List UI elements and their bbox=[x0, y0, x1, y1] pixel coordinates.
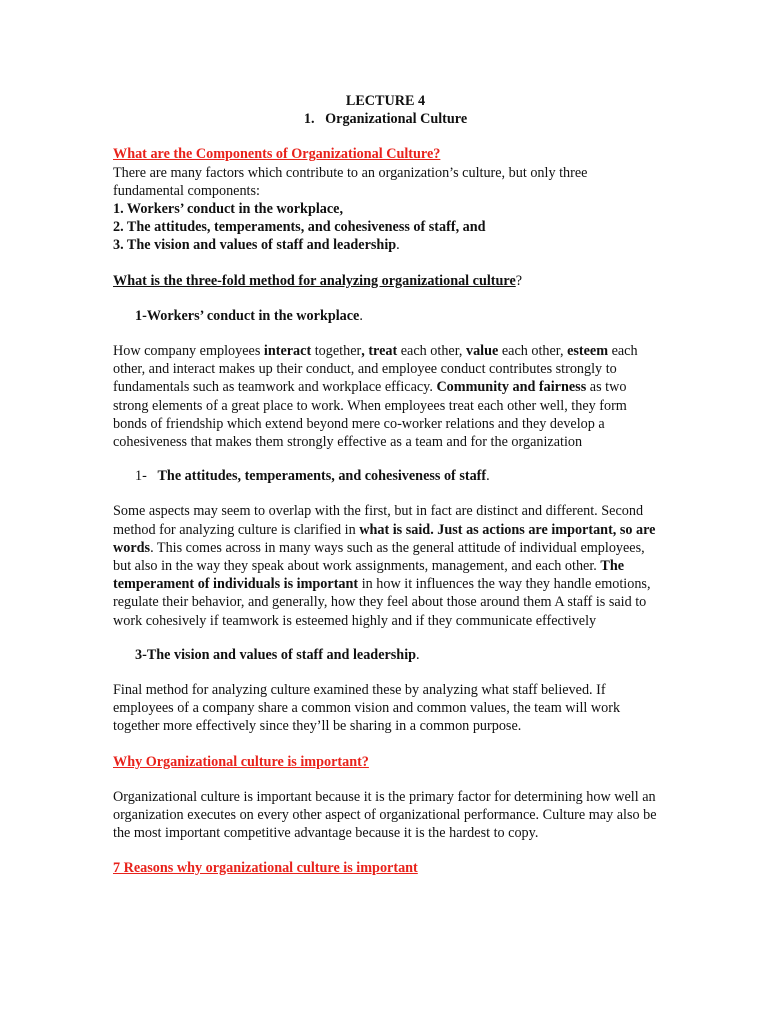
method-1-paragraph: How company employees interact together, treat each other, value each other, esteem each other, and interact makes up their conduct, and employee conduct contributes strongly to fundamentals such as teamwork and workplace efficacy. Community and fairness as two strong elements of a great place to work. When employees treat each other well, they form bonds of friendship which extend beyond mere co-worker relations and they develop a cohesiveness that makes them strongly effective as a team and for the organization bbox=[113, 343, 638, 451]
components-heading: What are the Components of Organizational Culture? bbox=[113, 146, 441, 163]
component-3: 3. The vision and values of staff and leadership bbox=[113, 237, 397, 254]
method-2-heading: 1- The attitudes, temperaments, and cohesiveness of staff. bbox=[135, 468, 490, 485]
reasons-heading: 7 Reasons why organizational culture is important bbox=[113, 859, 418, 876]
method-3-paragraph: Final method for analyzing culture examined these by analyzing what staff believed. If employees of a company share a common vision and common values, the team will work together more effectively since they’ll be sharing in a common purpose. bbox=[113, 682, 621, 735]
components-intro: There are many factors which contribute to an organization’s culture, but only three fundamental components: bbox=[113, 164, 588, 199]
method-2-paragraph: Some aspects may seem to overlap with the first, but in fact are distinct and different. Second method for analyzing culture is clarified in what is said. Just as actions are important, so are words. This comes across in many ways such as the general attitude of individual employees, but also in the way they speak about work assignments, management, and each other. The temperament of individuals is important in how it influences the way they handle emotions, regulate their behavior, and generally, how they feel about those around them A staff is said to work cohesively if teamwork is esteemed highly and if they communicate effectively bbox=[113, 503, 656, 629]
subtitle-number: 1. bbox=[303, 111, 315, 128]
components-section: What are the Components of Organizational Culture? There are many factors which contribute to an organization’s culture, but only three fundamental components: 1. Workers’ conduct in the workplace, 2. The attitudes, temperaments, and cohesiveness of staff, and 3. The vision and values of staff and leadership. bbox=[113, 145, 658, 254]
three-fold-heading: What is the three-fold method for analyzing organizational culture? bbox=[113, 272, 523, 289]
component-2: 2. The attitudes, temperaments, and cohesiveness of staff, and bbox=[113, 219, 486, 236]
lecture-title: LECTURE 4 bbox=[345, 93, 426, 109]
method-2-number: 1- bbox=[135, 468, 147, 485]
method-3-heading: 3-The vision and values of staff and leadership. bbox=[135, 646, 420, 663]
importance-paragraph: Organizational culture is important because it is the primary factor for determining how well an organization executes on every other aspect of organizational performance. Culture may also be the most important competitive advantage because it is the hardest to copy. bbox=[113, 788, 657, 842]
lecture-subtitle bbox=[113, 110, 658, 128]
method-1-heading: 1-Workers’ conduct in the workplace. bbox=[135, 307, 363, 324]
importance-heading: Why Organizational culture is important? bbox=[113, 753, 369, 770]
component-1: 1. Workers’ conduct in the workplace, bbox=[113, 201, 344, 218]
subtitle-text: Organizational Culture bbox=[325, 111, 468, 128]
document-page bbox=[113, 92, 658, 877]
